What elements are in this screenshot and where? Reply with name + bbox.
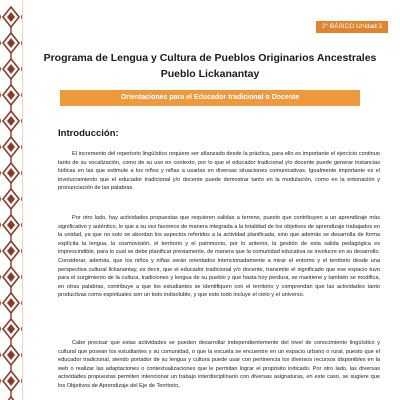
border-diamond-inner: [7, 298, 15, 308]
border-diamond-inner: [7, 220, 15, 230]
border-notch: [21, 326, 22, 332]
border-notch: [21, 118, 22, 124]
border-diamond-inner: [7, 116, 15, 126]
border-notch: [0, 40, 1, 46]
border-notch: [0, 352, 1, 358]
border-notch: [0, 144, 1, 150]
border-notch: [0, 300, 1, 306]
border-diamond-inner: [7, 38, 15, 48]
border-notch: [0, 248, 1, 254]
border-notch: [0, 326, 1, 332]
border-notch: [0, 14, 1, 20]
border-diamond-inner: [7, 64, 15, 74]
border-diamond-inner: [7, 12, 15, 22]
paragraph-1: El incremento del repertorio lingüístico requiere ser afianzado desde la práctica, para ello es importante el ejercicio continuo tanto de su vocalización, como de su uso en contexto, por lo que el educador tradicional y/o docente puede generar instancias lúdicas en las que estimule a los niños y niñas a usarlas en diversas situaciones comunicativas. Igualmente importante es el involucramiento que el educador tradicional y/o docente puede demostrar tanto en la modulación, como en la entonación y pronunciación de las palabras.: [58, 151, 380, 192]
border-notch: [21, 66, 22, 72]
border-diamond-inner: [7, 350, 15, 360]
unit-badge: 2° BÁSICO Unidad 2: [316, 21, 388, 33]
border-notch: [0, 92, 1, 98]
paragraph-3: Cabe precisar que estas actividades se pueden desarrollar independientemente del nivel de conocimiento lingüístico y cultural que posean los estudiantes y su comunidad, o que la escuela se encuentre en un espacio urbano o rural, puesto que el educador tradicional, siendo portador de su lengua y cultura puede usar con pertinencia los diversos recursos disponibles en la web o realizar las adaptaciones o contextualizaciones que le permitan lograr el propósito indicado. Por otro lado, las diversas actividades propuestas permiten intencionar un trabajo interdisciplinario con diversas asignaturas, en este caso, se sugiere que los Objetivos de Aprendizaje del Eje de Territorio,: [58, 340, 380, 389]
guidance-banner: Orientaciones para el Educador tradicional o Docente: [60, 90, 360, 106]
people-title: Pueblo Lickanantay: [160, 68, 260, 80]
andean-pattern-icon: [0, 0, 22, 400]
border-notch: [0, 274, 1, 280]
border-diamond-inner: [7, 324, 15, 334]
border-notch: [0, 66, 1, 72]
border-notch: [0, 222, 1, 228]
border-notch: [21, 144, 22, 150]
border-notch: [0, 196, 1, 202]
border-notch: [21, 222, 22, 228]
border-diamond-inner: [7, 168, 15, 178]
border-diamond-inner: [7, 142, 15, 152]
border-notch: [21, 248, 22, 254]
border-diamond-inner: [7, 376, 15, 386]
border-notch: [21, 170, 22, 176]
border-diamond-inner: [7, 194, 15, 204]
border-notch: [21, 274, 22, 280]
paragraph-2: Por otro lado, hay actividades propuestas que requieren salidas a terreno, puesto que contribuyen a un aprendizaje más significativo y auténtico, lo que a su vez favorece de manera integrada a la totalidad de los objetivos de aprendizaje trabajados en la unidad, ya que no solo se abordan los aspectos referidos a la actividad planificada, sino que además se desarrolla de forma explícita la lengua, la cosmovisión, el territorio y el patrimonio, por lo anterior, la gestión de esta salida pedagógica es imprescindible, para lo cual se debe planificar previamente, de manera que la comunidad educativa se involucre en su desarrollo. Considerar, además, que los niños y niñas serán orientados intencionadamente a mirar el entorno y el territorio desde una perspectiva cultural lickanantay, es decir, que el educador tradicional y/o docente, transmite el significado que ese espacio tuvo para el surgimiento de la cultura, tradiciones y lengua de su pueblo y que hasta hoy perdura, se mantiene y también se modifica, en otras palabras, contribuye a que los estudiantes se identifiquen con el territorio y comprendan que las actividades tanto productivas como espirituales son un todo indisoluble, y que esto todo incluye el cielo y el universo.: [58, 215, 380, 299]
border-diamond-inner: [7, 272, 15, 282]
border-diamond-inner: [7, 90, 15, 100]
border-notch: [21, 352, 22, 358]
border-notch: [0, 378, 1, 384]
border-notch: [21, 378, 22, 384]
border-notch: [21, 92, 22, 98]
border-notch: [21, 300, 22, 306]
border-notch: [21, 40, 22, 46]
border-diamond-inner: [7, 246, 15, 256]
border-notch: [0, 118, 1, 124]
border-notch: [0, 170, 1, 176]
decorative-side-border: [0, 0, 23, 400]
program-title: Programa de Lengua y Cultura de Pueblos Originarios Ancestrales: [43, 52, 377, 64]
section-heading: Introducción:: [58, 128, 119, 139]
border-notch: [21, 196, 22, 202]
border-notch: [21, 14, 22, 20]
